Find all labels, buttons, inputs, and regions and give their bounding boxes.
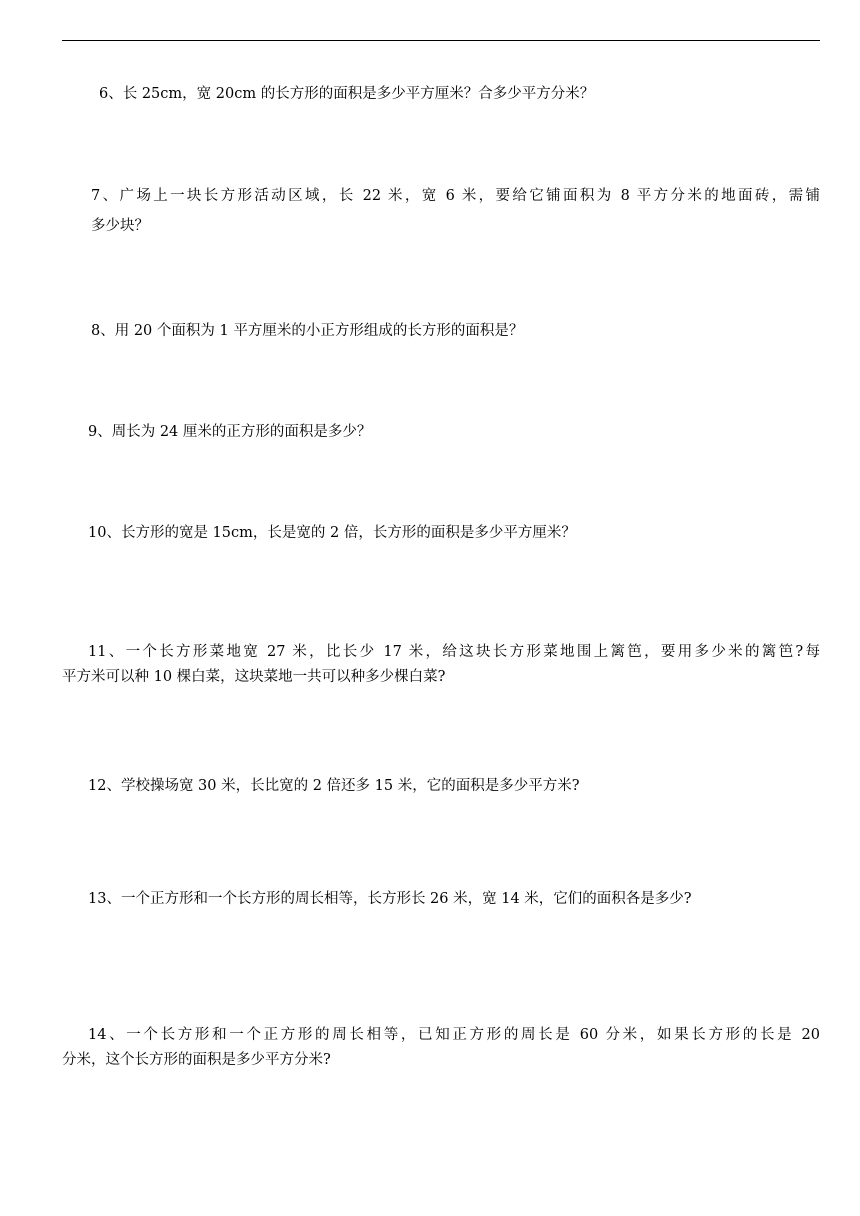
problem-7-line-2: 多少块？: [91, 218, 149, 234]
problem-6: [99, 79, 594, 109]
problem-14-line-1: 14、一个长方形和一个正方形的周长相等，已知正方形的周长是 60 分米，如果长方形的长是 20: [88, 1027, 820, 1043]
problem-14: [62, 1020, 820, 1075]
problem-13-text: 13、一个正方形和一个长方形的周长相等，长方形长 26 米，宽 14 米，它们的面积各是多少?: [88, 891, 692, 907]
problem-12-text: 12、学校操场宽 30 米，长比宽的 2 倍还多 15 米，它的面积是多少平方米?: [88, 778, 580, 794]
problem-8: [91, 316, 523, 346]
problem-12: [88, 771, 580, 801]
problem-6-text: 6、长 25cm，宽 20cm 的长方形的面积是多少平方厘米？合多少平方分米？: [99, 86, 595, 102]
problem-7-line-1: 7、广场上一块长方形活动区域，长 22 米，宽 6 米，要给它铺面积为 8 平方分米的地面砖，需铺: [91, 188, 820, 204]
problem-9-text: 9、周长为 24 厘米的正方形的面积是多少？: [88, 424, 372, 440]
problem-7: [91, 181, 820, 241]
problem-10-text: 10、长方形的宽是 15cm，长是宽的 2 倍，长方形的面积是多少平方厘米？: [88, 525, 576, 541]
problem-13: [88, 884, 692, 914]
problem-14-line-2: 分米，这个长方形的面积是多少平方分米?: [62, 1052, 331, 1068]
problem-8-text: 8、用 20 个面积为 1 平方厘米的小正方形组成的长方形的面积是？: [91, 323, 524, 339]
problem-9: [88, 417, 371, 447]
problem-10: [88, 518, 576, 548]
problem-11-line-2: 平方米可以种 10 棵白菜，这块菜地一共可以种多少棵白菜?: [62, 669, 446, 685]
header-rule: [62, 40, 820, 41]
problem-11: [62, 637, 820, 692]
problem-11-line-1: 11、一个长方形菜地宽 27 米，比长少 17 米，给这块长方形菜地围上篱笆，要用多少米的篱笆?每: [88, 644, 820, 660]
